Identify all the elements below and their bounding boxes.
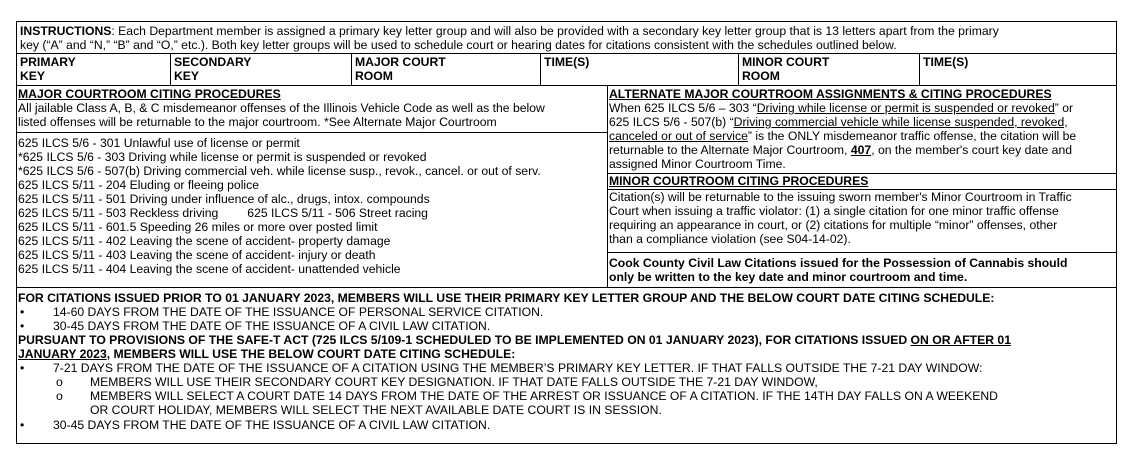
safet-sub-item-2: MEMBERS WILL SELECT A COURT DATE 14 DAYS FROM THE DATE OF THE ARREST OR ISSUANCE OF A CITATION. IF THE 14TH DAY FALLS ON A WEEKEND — [90, 389, 998, 403]
header-text: SECONDARY — [174, 55, 252, 69]
divider — [919, 53, 920, 85]
header-text: KEY — [174, 69, 200, 83]
bullet: • — [20, 319, 25, 333]
text-line: requiring an appearance in court, or (2) citations for multiple “minor” offenses, other — [609, 218, 1058, 232]
instructions-line-2: key (“A” and “N,” “B” and “O,” etc.). Both key letter groups will be used to schedule court or hearing dates for citations consistent with the schedules outlined below. — [20, 38, 897, 52]
header-text: KEY — [20, 69, 46, 83]
text: PURSUANT TO PROVISIONS OF THE SAFE-T ACT (725 ILCS 5/109-1 SCHEDULED TO BE IMPLEMENTED ON 01 JANUARY 2023), FOR CITATIONS ISSUED — [18, 333, 911, 347]
text: ON OR AFTER 01 — [910, 333, 1011, 347]
text: JANUARY 2023 — [18, 347, 107, 361]
offense-text: 625 ILCS 5/11 - 506 Street racing — [247, 206, 428, 220]
bullet: • — [20, 305, 25, 319]
offense-item: 625 ILCS 5/6 - 301 Unlawful use of license or permit — [18, 136, 300, 150]
text: , MEMBERS WILL USE THE BELOW COURT DATE CITING SCHEDULE: — [106, 347, 516, 361]
citation-instructions-table — [16, 21, 1117, 444]
offense-text: 625 ILCS 5/11 - 503 Reckless driving — [18, 206, 219, 220]
offense-item: *625 ILCS 5/6 - 303 Driving while license or permit is suspended or revoked — [18, 150, 427, 164]
offense-list — [18, 136, 541, 276]
safet-heading-1 — [18, 333, 1011, 347]
time-header-2: TIME(S) — [923, 55, 969, 69]
bullet: • — [20, 361, 25, 375]
alternate-text-3 — [609, 129, 1076, 143]
alternate-text-5: assigned Minor Courtroom Time. — [609, 157, 786, 171]
safet-item-1: 7-21 DAYS FROM THE DATE OF THE ISSUANCE OF A CITATION USING THE MEMBER’S PRIMARY KEY LETTER. IF THAT FALLS OUTSIDE THE 7-21 DAY WINDOW: — [53, 361, 983, 375]
major-courtroom-heading: MAJOR COURTROOM CITING PROCEDURES — [18, 87, 281, 101]
text-line: Citation(s) will be returnable to the issuing sworn member's Minor Courtroom in Traffic — [609, 190, 1072, 204]
divider — [17, 132, 607, 133]
offense-item: 625 ILCS 5/11 - 501 Driving under influence of alc., drugs, intox. compounds — [18, 192, 430, 206]
divider — [607, 252, 1116, 253]
offense-item: 625 ILCS 5/11 - 403 Leaving the scene of accident- injury or death — [18, 248, 376, 262]
minor-courtroom-text — [609, 190, 1072, 246]
offense-item: 625 ILCS 5/11 - 404 Leaving the scene of accident- unattended vehicle — [18, 262, 401, 276]
divider — [17, 287, 1116, 288]
safet-heading-2 — [18, 347, 515, 361]
alternate-text-1 — [609, 101, 1073, 115]
offense-item — [18, 206, 541, 220]
header-text: ROOM — [355, 69, 393, 83]
sub-bullet: o — [56, 375, 63, 389]
text-line: than a compliance violation (see S04-14-02). — [609, 232, 851, 246]
minor-court-room-header — [742, 55, 829, 83]
header-text: MINOR COURT — [742, 55, 830, 69]
divider — [607, 85, 608, 287]
major-court-room-header — [355, 55, 446, 83]
text: 625 ILCS 5/6 - 507(b) “ — [609, 115, 734, 129]
offense-item: 625 ILCS 5/11 - 402 Leaving the scene of accident- property damage — [18, 234, 391, 248]
divider — [17, 85, 1116, 86]
prior-item-1: 14-60 DAYS FROM THE DATE OF THE ISSUANCE OF PERSONAL SERVICE CITATION. — [53, 305, 544, 319]
alternate-courtroom-heading: ALTERNATE MAJOR COURTROOM ASSIGNMENTS & CITING PROCEDURES — [609, 87, 1052, 101]
offense-item: 625 ILCS 5/11 - 601.5 Speeding 26 miles or more over posted limit — [18, 220, 378, 234]
room-number: 407 — [850, 143, 872, 157]
text: returnable to the Alternate Major Courtroom, — [609, 143, 851, 157]
instructions-label: INSTRUCTIONS — [20, 24, 112, 38]
text: , on the member's court key date and — [871, 143, 1073, 157]
divider — [170, 53, 171, 85]
alternate-text-2 — [609, 115, 1068, 129]
prior-schedule-heading: FOR CITATIONS ISSUED PRIOR TO 01 JANUARY 2023, MEMBERS WILL USE THEIR PRIMARY KEY LETTER GROUP AND THE BELOW COURT DATE CITING SCHEDULE: — [18, 291, 995, 305]
text: canceled or out of service — [609, 129, 748, 143]
time-header: TIME(S) — [544, 55, 590, 69]
divider — [738, 53, 739, 85]
divider — [17, 53, 1116, 54]
offense-item: *625 ILCS 5/6 - 507(b) Driving commercial veh. while license susp., revok., cancel. or out of serv. — [18, 164, 541, 178]
text-line: Cook County Civil Law Citations issued for the Possession of Cannabis should — [609, 256, 1068, 270]
text: ” is the ONLY misdemeanor traffic offense, the citation will be — [747, 129, 1077, 143]
text: ” or — [1054, 101, 1074, 115]
major-courtroom-text-1: All jailable Class A, B, & C misdemeanor offenses of the Illinois Vehicle Code as well as the below — [18, 101, 545, 115]
header-text: PRIMARY — [20, 55, 76, 69]
minor-courtroom-heading: MINOR COURTROOM CITING PROCEDURES — [609, 174, 869, 188]
divider — [540, 53, 541, 85]
text: Driving while license or permit is suspended or revoked — [756, 101, 1055, 115]
header-text: MAJOR COURT — [355, 55, 446, 69]
cannabis-notice — [609, 256, 1067, 284]
text: When 625 ILCS 5/6 – 303 “ — [609, 101, 757, 115]
sub-bullet: o — [56, 389, 63, 403]
safet-sub-item-2-cont: OR COURT HOLIDAY, MEMBERS WILL SELECT THE NEXT AVAILABLE DATE COURT IS IN SESSION. — [90, 403, 662, 417]
text-line: only be written to the key date and minor courtroom and time. — [609, 270, 968, 284]
safet-item-2: 30-45 DAYS FROM THE DATE OF THE ISSUANCE OF A CIVIL LAW CITATION. — [53, 418, 491, 432]
offense-item: 625 ILCS 5/11 - 204 Eluding or fleeing police — [18, 178, 259, 192]
instructions-text-1: : Each Department member is assigned a primary key letter group and will also be provided with a secondary key letter group that is 13 letters apart from the primary — [111, 24, 999, 38]
alternate-text-4 — [609, 143, 1072, 157]
divider — [351, 53, 352, 85]
text: Driving commercial vehicle while license suspended, revoked, — [733, 115, 1068, 129]
header-text: ROOM — [742, 69, 780, 83]
safet-sub-item-1: MEMBERS WILL USE THEIR SECONDARY COURT KEY DESIGNATION. IF THAT DATE FALLS OUTSIDE THE 7-21 DAY WINDOW, — [90, 375, 818, 389]
bullet: • — [20, 418, 25, 432]
prior-item-2: 30-45 DAYS FROM THE DATE OF THE ISSUANCE OF A CIVIL LAW CITATION. — [53, 319, 491, 333]
major-courtroom-text-2: listed offenses will be returnable to the major courtroom. *See Alternate Major Courtroom — [18, 115, 497, 129]
text-line: Court when issuing a traffic violator: (1) a single citation for one minor traffic offense — [609, 204, 1059, 218]
secondary-key-header — [174, 55, 251, 83]
primary-key-header — [20, 55, 76, 83]
instructions-line-1 — [20, 24, 999, 38]
